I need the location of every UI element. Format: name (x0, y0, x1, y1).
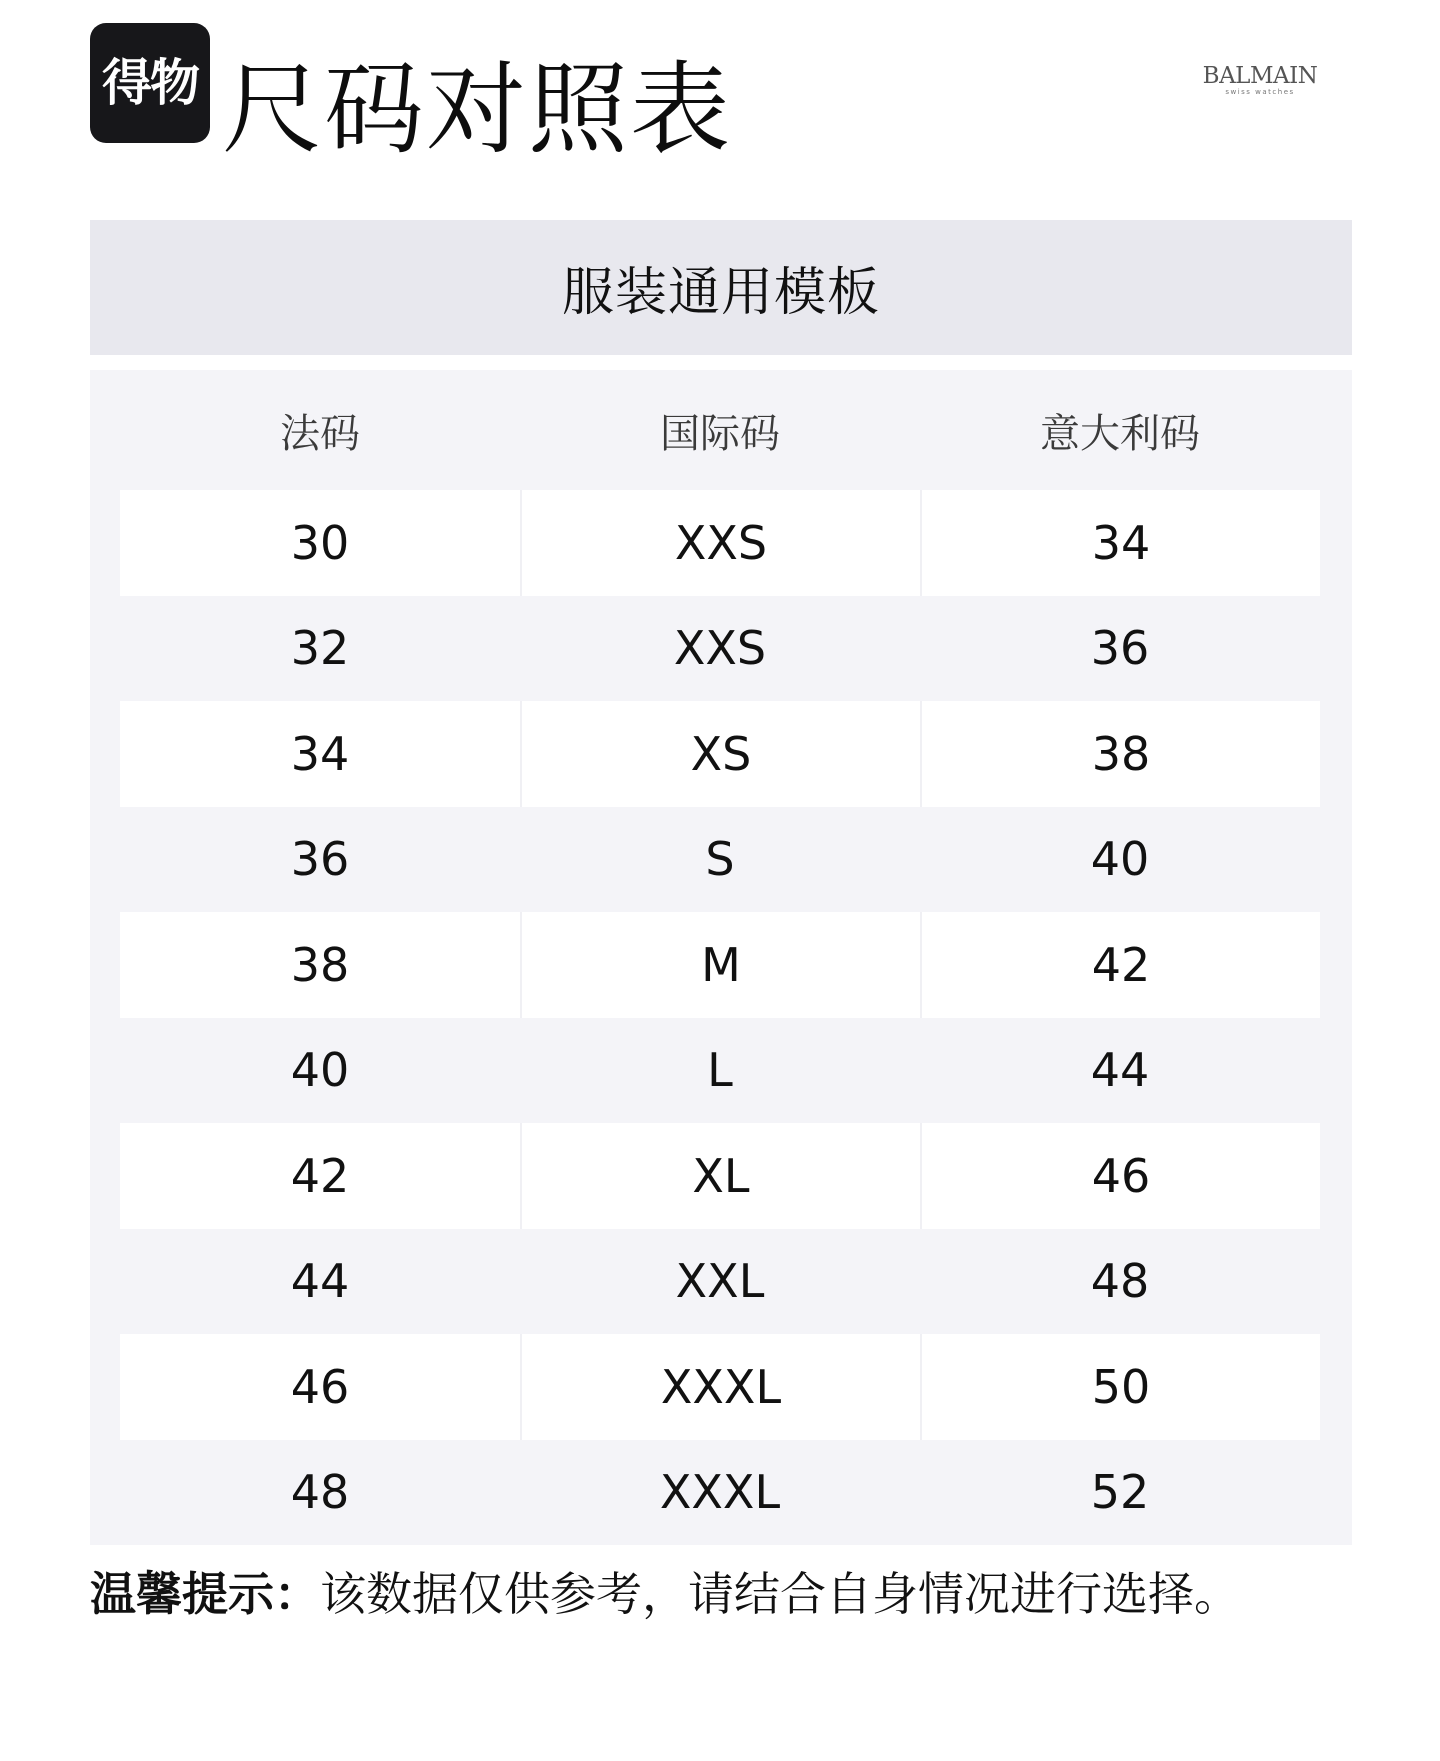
table-header-row (120, 370, 1320, 490)
table-body (120, 490, 1320, 1545)
table-row (120, 1440, 1320, 1546)
italian-size-cell: 42 (920, 912, 1320, 1018)
brand-tagline: swiss watches (1225, 88, 1295, 96)
french-size-cell: 36 (290, 832, 350, 887)
french-size-cell: 34 (120, 701, 520, 807)
table-row (120, 1123, 1320, 1229)
table-row (120, 1334, 1320, 1440)
column-header-international-size: 国际码 (660, 410, 780, 457)
column-header-italian-size: 意大利码 (1040, 410, 1200, 457)
french-size-cell: 48 (290, 1465, 350, 1520)
template-title: 服装通用模板 (561, 263, 880, 323)
table-row (120, 1018, 1320, 1124)
international-size-cell: XXS (520, 490, 920, 596)
brand-logo (1195, 64, 1325, 97)
table-row (120, 1229, 1320, 1335)
app-logo (90, 23, 210, 143)
italian-size-cell: 52 (1090, 1465, 1150, 1520)
french-size-cell: 46 (120, 1334, 520, 1440)
french-size-cell: 38 (120, 912, 520, 1018)
tip-note (90, 1562, 1240, 1626)
international-size-cell: XS (520, 701, 920, 807)
tip-label: 温馨提示： (90, 1567, 320, 1621)
italian-size-cell: 36 (1090, 621, 1150, 676)
column-header-french-size: 法码 (280, 410, 360, 457)
french-size-cell: 42 (120, 1123, 520, 1229)
italian-size-cell: 50 (920, 1334, 1320, 1440)
international-size-cell: XXXL (659, 1465, 781, 1520)
international-size-cell: S (705, 832, 735, 887)
international-size-cell: M (520, 912, 920, 1018)
international-size-cell: XXXL (520, 1334, 920, 1440)
italian-size-cell: 48 (1090, 1254, 1150, 1309)
international-size-cell: XXL (675, 1254, 765, 1309)
french-size-cell: 32 (290, 621, 350, 676)
table-row (120, 912, 1320, 1018)
brand-name: BALMAIN (1202, 63, 1318, 89)
international-size-cell: L (707, 1043, 733, 1098)
french-size-cell: 40 (290, 1043, 350, 1098)
table-row (120, 596, 1320, 702)
french-size-cell: 44 (290, 1254, 350, 1309)
italian-size-cell: 44 (1090, 1043, 1150, 1098)
italian-size-cell: 38 (920, 701, 1320, 807)
italian-size-cell: 34 (920, 490, 1320, 596)
international-size-cell: XXS (673, 621, 767, 676)
page-title: 尺码对照表 (222, 51, 732, 168)
table-row (120, 490, 1320, 596)
size-table (90, 370, 1352, 1545)
french-size-cell: 30 (120, 490, 520, 596)
tip-text: 该数据仅供参考，请结合自身情况进行选择。 (320, 1567, 1240, 1621)
italian-size-cell: 46 (920, 1123, 1320, 1229)
app-logo-text: 得物 (102, 54, 198, 112)
table-row (120, 701, 1320, 807)
italian-size-cell: 40 (1090, 832, 1150, 887)
table-row (120, 807, 1320, 913)
template-header (90, 220, 1352, 355)
international-size-cell: XL (520, 1123, 920, 1229)
